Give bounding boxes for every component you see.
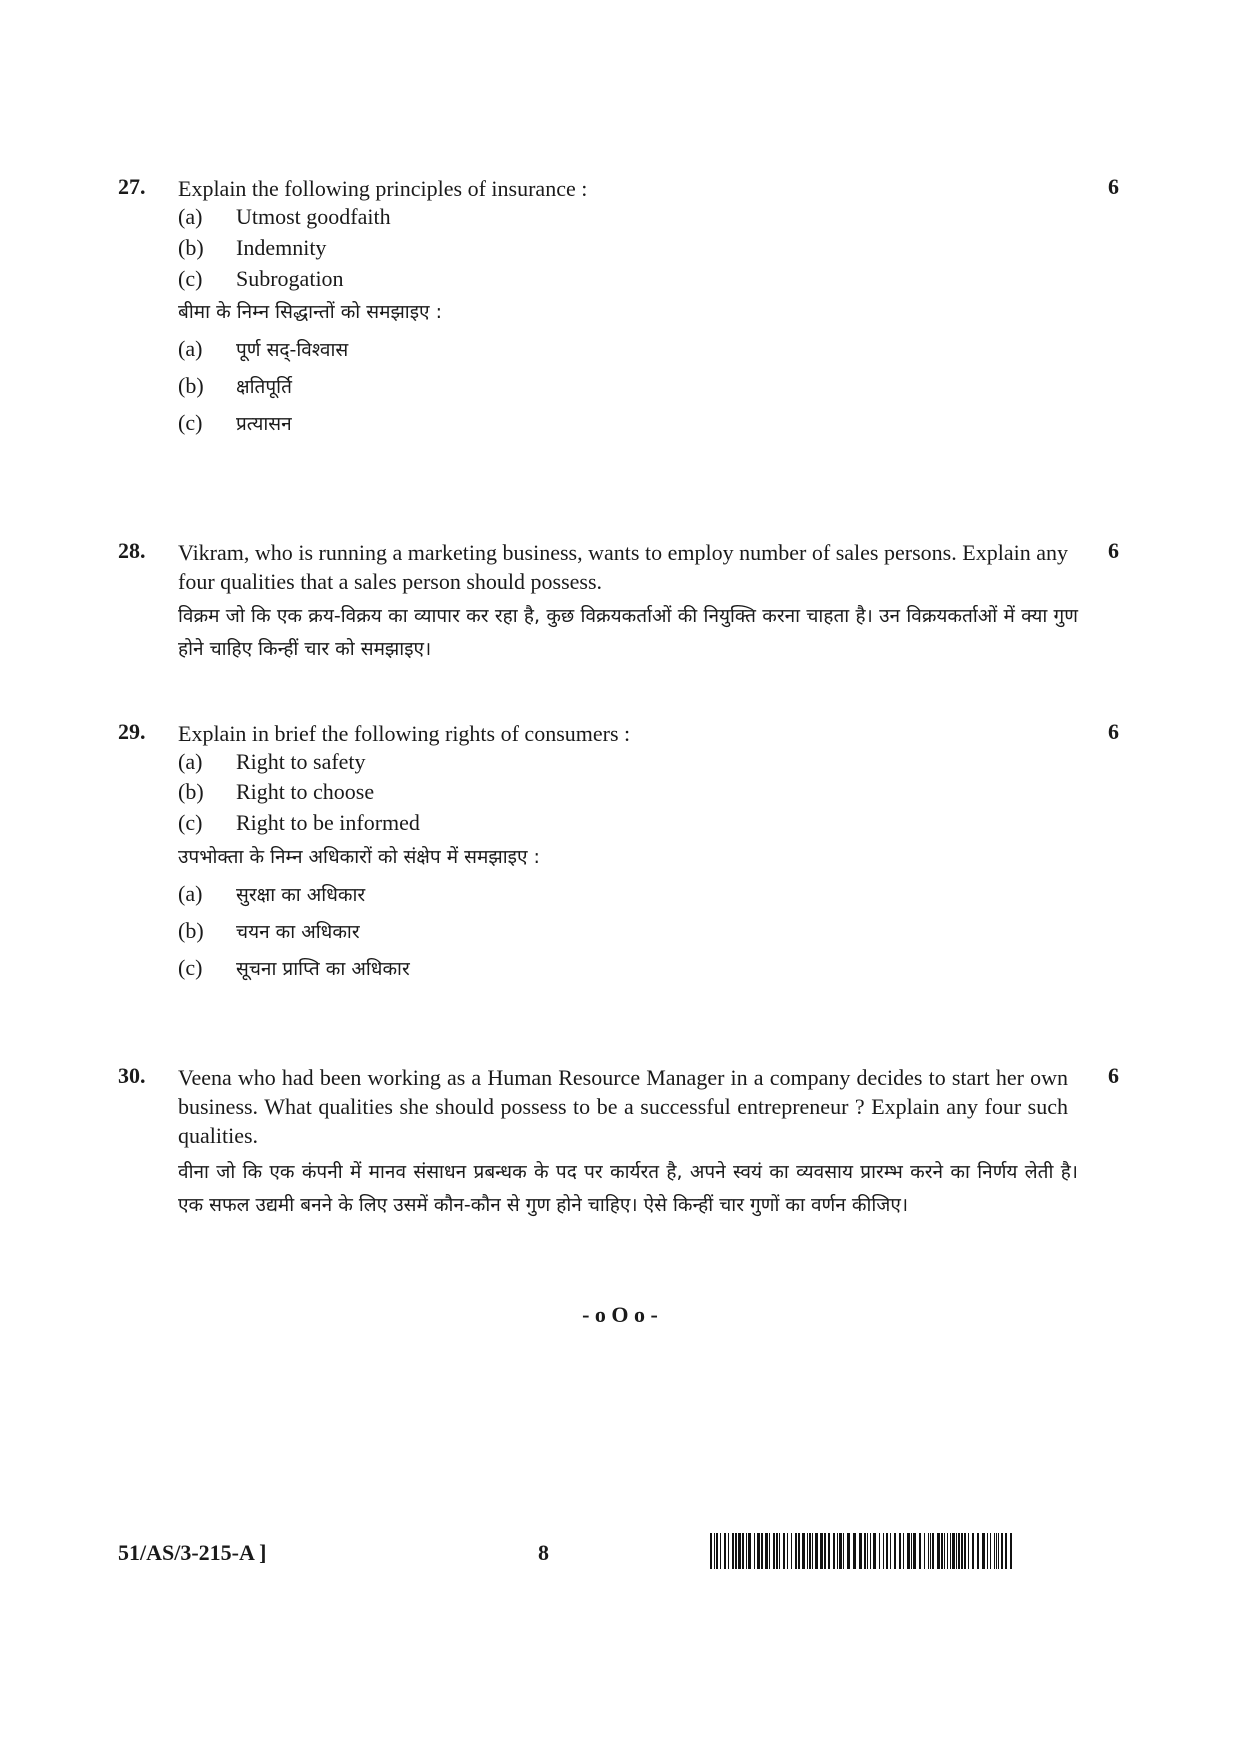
- barcode-bar: [937, 1533, 940, 1569]
- barcode-bar: [932, 1533, 934, 1569]
- barcode-bar: [742, 1533, 744, 1569]
- question-marks: 6: [1108, 719, 1119, 744]
- barcode-bar: [728, 1533, 729, 1569]
- barcode-bar: [930, 1533, 931, 1569]
- barcode-bar: [720, 1533, 721, 1569]
- barcode-bar: [807, 1533, 808, 1569]
- barcode-bar: [941, 1533, 943, 1569]
- question-number: 28.: [118, 538, 146, 563]
- barcode-bar: [899, 1533, 901, 1569]
- barcode-bar: [1010, 1533, 1012, 1569]
- barcode-bar: [779, 1533, 780, 1569]
- barcode-bar: [1005, 1533, 1007, 1569]
- barcode-bar: [964, 1533, 966, 1569]
- barcode-bar: [773, 1533, 775, 1569]
- barcode-bar: [710, 1533, 712, 1569]
- barcode-bar: [815, 1533, 818, 1569]
- barcode-bar: [907, 1533, 910, 1569]
- barcode-bar: [757, 1533, 760, 1569]
- barcode-bar: [883, 1533, 884, 1569]
- barcode-bar: [947, 1533, 948, 1569]
- barcode-bar: [928, 1533, 929, 1569]
- barcode-bar: [950, 1533, 951, 1569]
- barcode-bar: [944, 1533, 945, 1569]
- barcode-bar: [903, 1533, 904, 1569]
- barcode-bar: [886, 1533, 888, 1569]
- barcode-bar: [732, 1533, 734, 1569]
- question-text-hindi: बीमा के निम्न सिद्धान्तों को समझाइए :: [178, 301, 443, 323]
- barcode-bar: [994, 1533, 995, 1569]
- barcode-bar: [873, 1533, 876, 1569]
- barcode-bar: [890, 1533, 891, 1569]
- barcode-bar: [972, 1533, 974, 1569]
- barcode-bar: [864, 1533, 866, 1569]
- question-text-english: Vikram, who is running a marketing business, wants to employ number of sales persons. Explain any four qualities that a sales person should possess.: [178, 540, 1068, 594]
- barcode-bar: [833, 1533, 835, 1569]
- question-text-hindi: वीना जो कि एक कंपनी में मानव संसाधन प्रबन्धक के पद पर कार्यरत है, अपने स्वयं का व्यवसाय प्रारम्भ करने का निर्णय लेती है। एक सफल उद्यमी बनने के लिए उसमें कौन-कौन से गुण होने चाहिए। ऐसे किन्हीं चार गुणों का वर्णन कीजिए।: [178, 1161, 1078, 1216]
- barcode-bar: [791, 1533, 792, 1569]
- barcode-bar: [748, 1533, 751, 1569]
- barcode-bar: [911, 1533, 912, 1569]
- question-text-english: Explain in brief the following rights of consumers :: [178, 721, 631, 746]
- barcode-bar: [987, 1533, 988, 1569]
- barcode-bar: [894, 1533, 896, 1569]
- paper-code: 51/AS/3-215-A ]: [118, 1540, 267, 1565]
- question-marks: 6: [1108, 538, 1119, 563]
- barcode-bar: [1001, 1533, 1003, 1569]
- barcode-bar: [913, 1533, 916, 1569]
- barcode-bar: [754, 1533, 755, 1569]
- barcode-bar: [787, 1533, 788, 1569]
- barcode-bar: [867, 1533, 868, 1569]
- barcode-bar: [795, 1533, 797, 1569]
- barcode-bar: [853, 1533, 856, 1569]
- barcode-bar: [802, 1533, 805, 1569]
- barcode-bar: [809, 1533, 811, 1569]
- barcode-bar: [982, 1533, 985, 1569]
- barcode-bar: [783, 1533, 785, 1569]
- barcode-bar: [746, 1533, 747, 1569]
- barcode-bar: [820, 1533, 823, 1569]
- barcode-bar: [776, 1533, 778, 1569]
- question-marks: 6: [1108, 174, 1119, 199]
- barcode-bar: [952, 1533, 955, 1569]
- barcode-bar: [735, 1533, 737, 1569]
- barcode-bar: [956, 1533, 957, 1569]
- question-number: 30.: [118, 1063, 146, 1088]
- barcode-bar: [968, 1533, 969, 1569]
- barcode-bar: [828, 1533, 830, 1569]
- question-text-english: Explain the following principles of insurance :: [178, 176, 588, 201]
- barcode-bar: [738, 1533, 741, 1569]
- barcode-bar: [761, 1533, 763, 1569]
- barcode-bar: [919, 1533, 921, 1569]
- barcode-bar: [924, 1533, 925, 1569]
- question-text-hindi: उपभोक्ता के निम्न अधिकारों को संक्षेप में समझाइए :: [178, 846, 540, 868]
- barcode-bar: [879, 1533, 880, 1569]
- question-number: 29.: [118, 719, 146, 744]
- barcode-bar: [847, 1533, 850, 1569]
- barcode-bar: [724, 1533, 726, 1569]
- barcode-bar: [812, 1533, 813, 1569]
- barcode-bar: [843, 1533, 844, 1569]
- barcode-bar: [824, 1533, 826, 1569]
- question-text-hindi: विक्रम जो कि एक क्रय-विक्रय का व्यापार कर रहा है, कुछ विक्रयकर्ताओं की नियुक्ति करना चाहता है। उन विक्रयकर्ताओं में क्या गुण होने चाहिए किन्हीं चार को समझाइए।: [178, 605, 1078, 660]
- barcode-bar: [769, 1533, 770, 1569]
- barcode-bar: [870, 1533, 871, 1569]
- barcode-bar: [839, 1533, 842, 1569]
- barcode-image: [710, 1533, 1015, 1569]
- barcode-bar: [798, 1533, 800, 1569]
- question-text-english: Veena who had been working as a Human Resource Manager in a company decides to start her own business. What qualities she should possess to be a successful entrepreneur ? Explain any four such qualities.: [178, 1065, 1068, 1148]
- barcode-bar: [996, 1533, 997, 1569]
- end-of-paper-marker: - o O o -: [582, 1302, 658, 1327]
- barcode-bar: [990, 1533, 991, 1569]
- question-number: 27.: [118, 174, 146, 199]
- barcode-bar: [998, 1533, 999, 1569]
- barcode-bar: [958, 1533, 960, 1569]
- barcode-bar: [977, 1533, 979, 1569]
- barcode-bar: [837, 1533, 838, 1569]
- barcode-bar: [859, 1533, 862, 1569]
- page-number: 8: [538, 1540, 549, 1565]
- barcode-bar: [765, 1533, 768, 1569]
- barcode-bar: [961, 1533, 963, 1569]
- barcode-bar: [716, 1533, 718, 1569]
- barcode-bar: [714, 1533, 715, 1569]
- question-marks: 6: [1108, 1063, 1119, 1088]
